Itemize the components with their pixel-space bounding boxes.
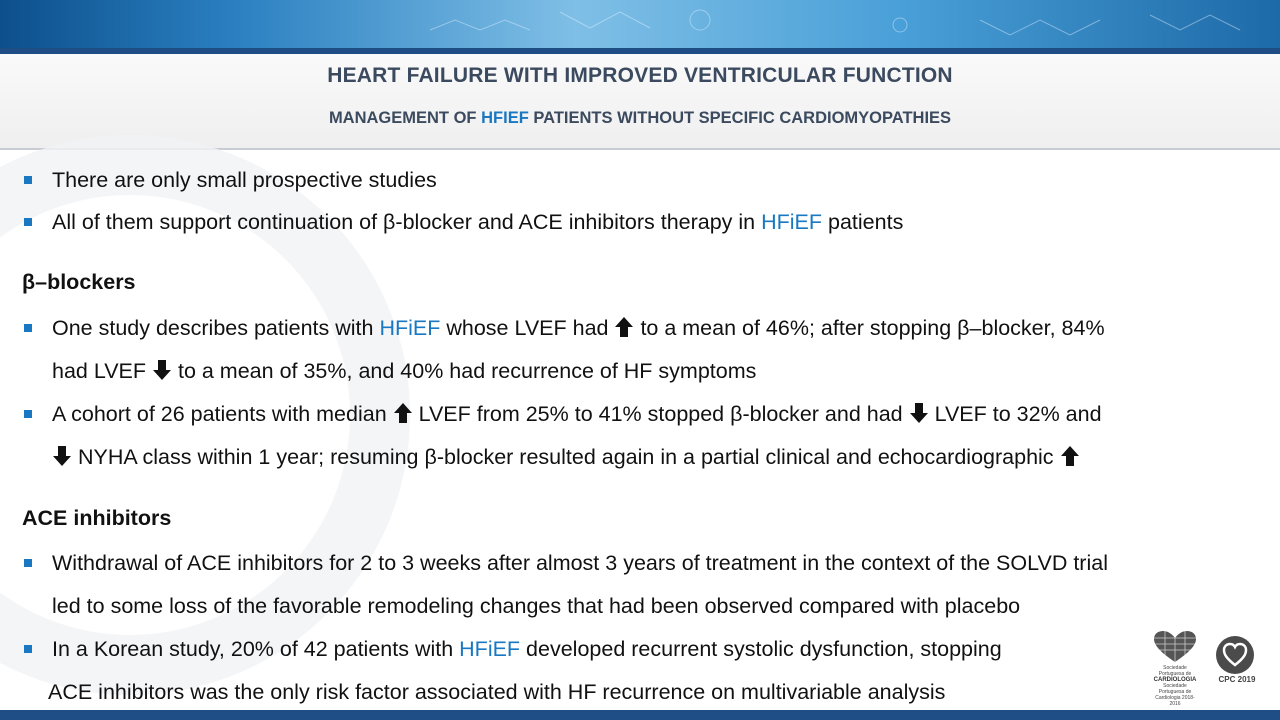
arrow-up-icon	[1060, 445, 1080, 467]
arrow-up-icon	[393, 402, 413, 424]
subtitle-text-end: PATIENTS WITHOUT SPECIFIC CARDIOMYOPATHIES	[528, 109, 952, 127]
slide-header	[0, 54, 1280, 150]
list-item-text	[52, 314, 1105, 342]
list-item-text: Withdrawal of ACE inhibitors for 2 to 3 weeks after almost 3 years of treatment in the context of the SOLVD trial	[52, 551, 1108, 575]
text-segment: NYHA class within 1 year; resuming β-blocker resulted again in a partial clinical and echocardiographic	[72, 445, 1060, 469]
bullet-icon	[24, 559, 32, 567]
text-segment: to a mean of 35%, and 40% had recurrence of HF symptoms	[172, 359, 757, 383]
list-item-text: ACE inhibitors was the only risk factor associated with HF recurrence on multivariable analysis	[48, 680, 946, 704]
arrow-up-icon	[614, 316, 634, 338]
text-segment: One study describes patients with	[52, 316, 380, 340]
arrow-down-icon	[52, 445, 72, 467]
arrow-down-icon	[152, 359, 172, 381]
spc-logo-text	[1150, 665, 1200, 707]
text-segment: had LVEF	[52, 359, 152, 383]
bottom-bar	[0, 710, 1280, 720]
spc-logo-brand: CARDIOLOGIA	[1153, 677, 1197, 683]
beta-blockers-heading: β–blockers	[22, 270, 136, 294]
spc-logo	[1150, 630, 1200, 707]
bullet-icon	[24, 324, 32, 332]
text-segment: All of them support continuation of β-blocker and ACE inhibitors therapy in	[52, 210, 762, 234]
text-segment: developed recurrent systolic dysfunction, stopping	[520, 637, 1002, 661]
spc-logo-line: Sociedade Portuguesa de Cardiologia 2018-2016	[1155, 683, 1195, 707]
top-banner	[0, 0, 1280, 48]
bullet-icon	[24, 218, 32, 226]
spc-logo-line: Sociedade Portuguesa de	[1158, 665, 1192, 677]
heart-grid-icon	[1150, 630, 1200, 664]
list-item-text: led to some loss of the favorable remodeling changes that had been observed compared with placebo	[52, 594, 1021, 618]
list-item-text	[52, 357, 756, 385]
list-item-text	[52, 208, 903, 236]
bullet-icon	[24, 176, 32, 184]
text-segment: whose LVEF had	[440, 316, 615, 340]
slide-content	[0, 150, 1280, 710]
hfief-highlight: HFiEF	[379, 316, 441, 340]
subtitle-highlight: HFIEF	[481, 109, 529, 127]
cpc-circle	[1216, 636, 1254, 674]
bullet-icon	[24, 410, 32, 418]
cpc-logo	[1214, 630, 1264, 688]
bullet-icon	[24, 645, 32, 653]
cpc-logo-label: CPC 2019	[1218, 675, 1256, 684]
list-item-text	[52, 443, 1080, 471]
ace-inhibitors-heading: ACE inhibitors	[22, 506, 172, 530]
text-segment: LVEF from 25% to 41% stopped β-blocker and had	[412, 402, 909, 426]
heart-outline-icon	[1216, 636, 1254, 674]
text-segment: In a Korean study, 20% of 42 patients with	[52, 637, 460, 661]
page-title: HEART FAILURE WITH IMPROVED VENTRICULAR FUNCTION	[327, 64, 953, 87]
hfief-highlight: HFiEF	[459, 637, 521, 661]
text-segment: LVEF to 32% and	[928, 402, 1102, 426]
text-segment: patients	[822, 210, 904, 234]
logos-area	[1150, 630, 1275, 707]
hfief-highlight: HFiEF	[761, 210, 823, 234]
list-item-text: There are only small prospective studies	[52, 168, 437, 192]
subtitle-text-start: MANAGEMENT OF	[328, 109, 482, 127]
text-segment: to a mean of 46%; after stopping β–blocker, 84%	[634, 316, 1105, 340]
molecule-pattern-icon	[0, 0, 1280, 48]
list-item-text	[52, 400, 1102, 428]
arrow-down-icon	[909, 402, 929, 424]
list-item-text	[52, 635, 1002, 663]
page-subtitle	[0, 109, 1280, 128]
text-segment: A cohort of 26 patients with median	[52, 402, 393, 426]
